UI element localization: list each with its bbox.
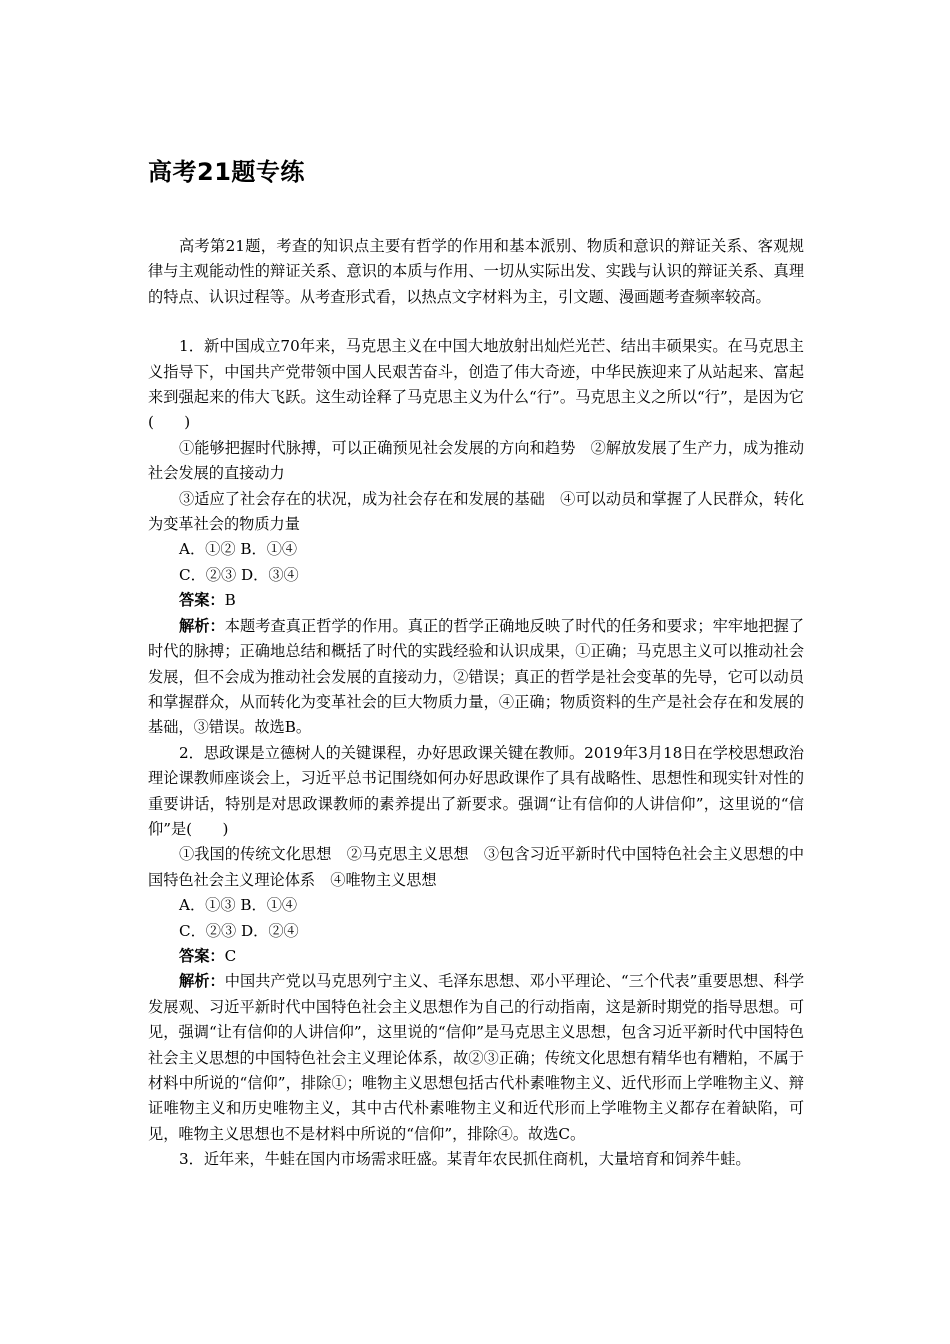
question-statements: ①我国的传统文化思想 ②马克思主义思想 ③包含习近平新时代中国特色社会主义思想的中国特色社会主义理论体系 ④唯物主义思想	[148, 845, 804, 889]
analysis-text: 中国共产党以马克思列宁主义、毛泽东思想、邓小平理论、“三个代表”重要思想、科学发展观、习近平新时代中国特色社会主义思想作为自己的行动指南，这是新时期党的指导思想。可见，强调“让有信仰的人讲信仰”，这里说的“信仰”是马克思主义思想，包含习近平新时代中国特色社会主义思想的中国特色社会主义理论体系，故②③正确；传统文化思想有精华也有糟粕，不属于材料中所说的“信仰”，排除①；唯物主义思想包括古代朴素唯物主义、近代形而上学唯物主义、辩证唯物主义和历史唯物主义，其中古代朴素唯物主义和近代形而上学唯物主义都存在着缺陷，可见，唯物主义思想也不是材料中所说的“信仰”，排除④。故选C。	[148, 972, 805, 1143]
options-ab: A．①② B．①④	[179, 540, 298, 559]
options-cd: C．②③ D．②④	[179, 921, 299, 940]
question-statements: ①能够把握时代脉搏，可以正确预见社会发展的方向和趋势 ②解放发展了生产力，成为推动社会发展的直接动力	[148, 438, 804, 483]
options-cd: C．②③ D．③④	[179, 565, 299, 584]
question-stem: 3．近年来，牛蛙在国内市场需求旺盛。某青年农民抓住商机，大量培育和饲养牛蛙。	[179, 1150, 751, 1169]
analysis-paragraph	[148, 614, 804, 741]
page-title: 高考21题专练	[148, 158, 305, 186]
question-stem: 2．思政课是立德树人的关键课程，办好思政课关键在教师。2019年3月18日在学校思想政治理论课教师座谈会上，习近平总书记围绕如何办好思政课作了具有战略性、思想性和现实针对性的重要讲话，特别是对思政课教师的素养提出了新要求。强调“让有信仰的人讲信仰”，这里说的“信仰”是( )	[148, 743, 804, 838]
question-2	[148, 741, 804, 1148]
analysis-label: 解析：	[179, 616, 225, 635]
answer-line	[148, 944, 804, 969]
answer-label: 答案：	[179, 591, 225, 610]
intro-paragraph: 高考第21题，考查的知识点主要有哲学的作用和基本派别、物质和意识的辩证关系、客观规律与主观能动性的辩证关系、意识的本质与作用、一切从实际出发、实践与认识的辩证关系、真理的特点、认识过程等。从考查形式看，以热点文字材料为主，引文题、漫画题考查频率较高。	[148, 237, 804, 306]
document-body	[148, 234, 804, 1173]
analysis-paragraph	[148, 969, 804, 1147]
answer-value: B	[224, 591, 236, 610]
analysis-text: 本题考查真正哲学的作用。真正的哲学正确地反映了时代的任务和要求；牢牢地把握了时代的脉搏；正确地总结和概括了时代的实践经验和认识成果，①正确；马克思主义可以推动社会发展，但不会成为推动社会发展的直接动力，②错误；真正的哲学是社会变革的先导，它可以动员和掌握群众，从而转化为变革社会的巨大物质力量，④正确；物质资料的生产是社会存在和发展的基础，③错误。故选B。	[148, 616, 805, 737]
question-1	[148, 334, 804, 741]
question-statements: ③适应了社会存在的状况，成为社会存在和发展的基础 ④可以动员和掌握了人民群众，转化为变革社会的物质力量	[148, 489, 804, 534]
analysis-label: 解析：	[179, 972, 225, 991]
options-ab: A．①③ B．①④	[179, 896, 298, 915]
question-3	[148, 1147, 804, 1172]
answer-label: 答案：	[179, 946, 225, 965]
question-stem: 1．新中国成立70年来，马克思主义在中国大地放射出灿烂光芒、结出丰硕果实。在马克思主义指导下，中国共产党带领中国人民艰苦奋斗，创造了伟大奇迹，中华民族迎来了从站起来、富起来到强起来的伟大飞跃。这生动诠释了马克思主义为什么“行”。马克思主义之所以“行”，是因为它( )	[148, 337, 804, 432]
answer-line	[148, 588, 804, 613]
answer-value: C	[224, 946, 237, 965]
